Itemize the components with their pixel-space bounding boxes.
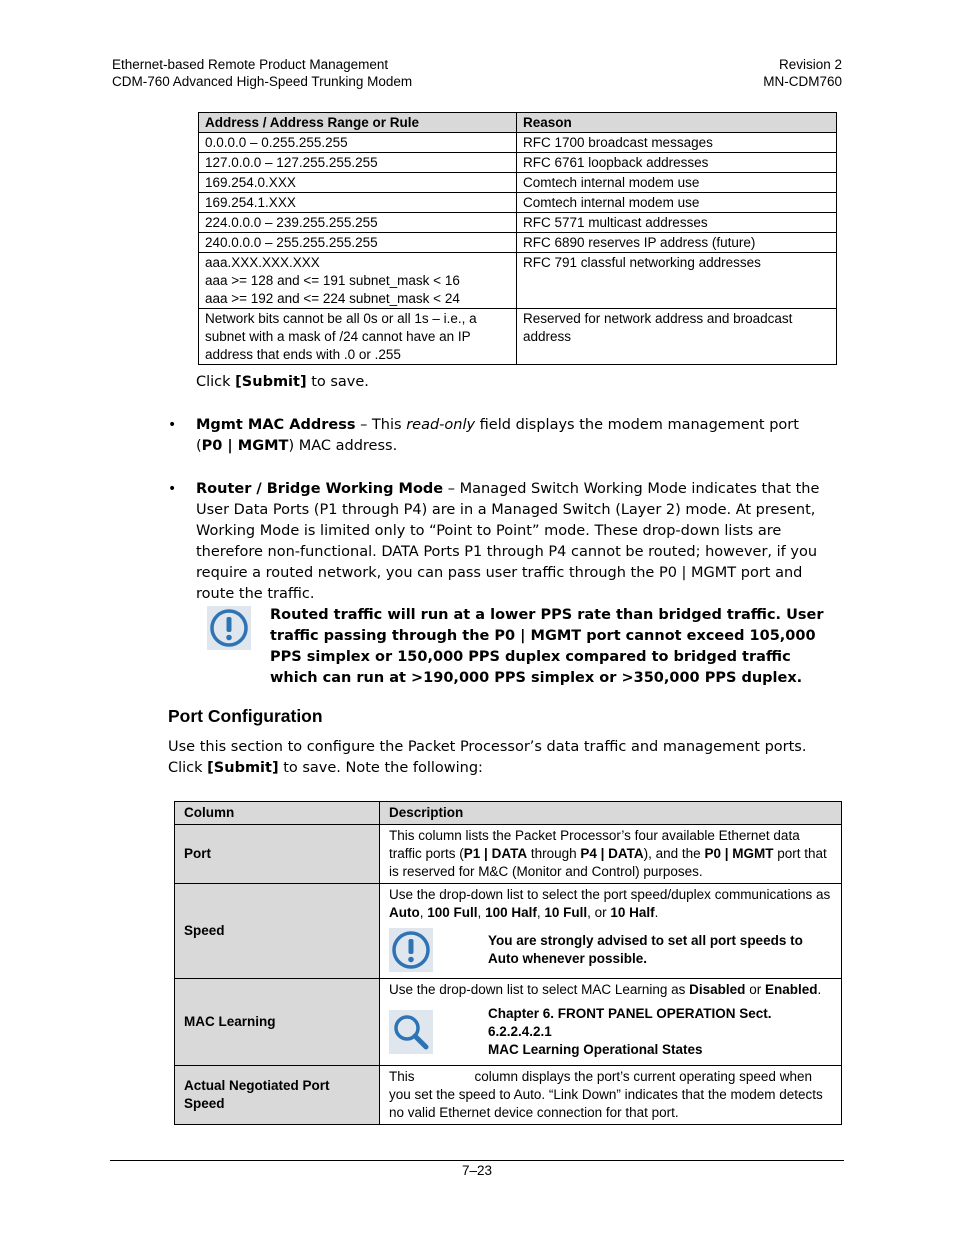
reason-cell: RFC 6761 loopback addresses [517, 153, 837, 173]
submit-ref: [Submit] [235, 374, 307, 390]
table-row [199, 153, 837, 173]
row-label-mac-learning: MAC Learning [175, 979, 380, 1066]
reserved-address-table [198, 112, 837, 365]
address-cell: 224.0.0.0 – 239.255.255.255 [199, 213, 517, 233]
table-row [199, 193, 837, 213]
term-mgmt-mac: Mgmt MAC Address [196, 417, 356, 433]
address-cell: 169.254.1.XXX [199, 193, 517, 213]
column-header-reason: Reason [517, 113, 837, 133]
table-row [199, 253, 837, 309]
table-row-actual-speed [175, 1066, 842, 1125]
address-cell: 169.254.0.XXX [199, 173, 517, 193]
term-working-mode: Router / Bridge Working Mode [196, 481, 444, 497]
row-label-port: Port [175, 825, 380, 884]
row-label-actual-speed: Actual Negotiated Port Speed [175, 1066, 380, 1125]
exclamation-circle-icon [207, 606, 251, 650]
address-cell: 240.0.0.0 – 255.255.255.255 [199, 233, 517, 253]
address-cell: Network bits cannot be all 0s or all 1s – i.e., a subnet with a mask of /24 cannot have an IP address that ends with .0 or .255 [199, 309, 517, 365]
column-header-column: Column [175, 802, 380, 825]
header-manual-number: MN-CDM760 [763, 74, 842, 89]
port-description: This column lists the Packet Processor’s four available Ethernet data traffic ports (P1 | DATA through P4 | DATA), and the P0 | MGMT port that is reserved for M&C (Monitor and Control) purposes. [380, 825, 842, 884]
mgmt-mac-paragraph: Mgmt MAC Address – This read-only field displays the modem management port (P0 | MGMT) MAC address. [196, 417, 799, 454]
address-line: aaa >= 192 and <= 224 subnet_mask < 24 [205, 291, 460, 306]
column-header-address: Address / Address Range or Rule [199, 113, 517, 133]
reason-cell: Reserved for network address and broadcast address [517, 309, 837, 365]
bullet-dot: • [168, 481, 177, 497]
table-header-row [175, 802, 842, 825]
header-revision: Revision 2 [778, 57, 842, 72]
reason-cell: RFC 791 classful networking addresses [517, 253, 837, 309]
header-doc-title: Ethernet-based Remote Product Management [112, 57, 389, 72]
table-row-speed [175, 884, 842, 979]
column-header-description: Description [380, 802, 842, 825]
table-row [199, 233, 837, 253]
section-intro: Use this section to configure the Packet Processor’s data traffic and management ports. Click [Submit] to save. Note the following: [168, 739, 807, 776]
table-row [199, 213, 837, 233]
header-product-name: CDM-760 Advanced High-Speed Trunking Modem [112, 74, 413, 89]
section-heading-port-configuration: Port Configuration [168, 706, 323, 726]
pps-note-text: Routed traffic will run at a lower PPS rate than bridged traffic. User traffic passing through the P0 | MGMT port cannot exceed 105,000 PPS simplex or 150,000 PPS duplex compared to bridged traffic which can run at >190,000 PPS simplex or >350,000 PPS duplex. [270, 607, 824, 686]
row-label-speed: Speed [175, 884, 380, 979]
table-row [199, 173, 837, 193]
mac-learning-reference [389, 1005, 832, 1059]
table-row-port [175, 825, 842, 884]
port-configuration-table [174, 801, 842, 1125]
mac-learning-reference-text: Chapter 6. FRONT PANEL OPERATION Sect. 6.2.2.4.2.1 MAC Learning Operational States [488, 1006, 772, 1057]
running-header-right [763, 56, 842, 90]
speed-description: Use the drop-down list to select the port speed/duplex communications as Auto, 100 Full, 100 Half, 10 Full, or 10 Half. You are strongly advised to set all port speeds to Auto whenever possible. [380, 884, 842, 979]
page-number: 7–23 [461, 1163, 493, 1178]
address-line: aaa >= 128 and <= 191 subnet_mask < 16 [205, 273, 460, 288]
mac-learning-description: Use the drop-down list to select MAC Learning as Disabled or Enabled. Chapter 6. FRONT PANEL OPERATION Sect. 6.2.2.4.2.1 MAC Learning Operational States [380, 979, 842, 1066]
actual-speed-description: This column displays the port’s current operating speed when you set the speed to Auto. “Link Down” indicates that the modem detects no valid Ethernet device connection for that port. [380, 1066, 842, 1125]
reason-cell: RFC 5771 multicast addresses [517, 213, 837, 233]
speed-note-text: You are strongly advised to set all port speeds to Auto whenever possible. [488, 933, 803, 966]
address-cell: 127.0.0.0 – 127.255.255.255 [199, 153, 517, 173]
address-line: aaa.XXX.XXX.XXX [205, 255, 320, 270]
table-row-mac-learning [175, 979, 842, 1066]
reason-cell: Comtech internal modem use [517, 193, 837, 213]
table-header-row [199, 113, 837, 133]
magnifier-icon [389, 1010, 433, 1054]
address-cell [199, 253, 517, 309]
reason-cell: Comtech internal modem use [517, 173, 837, 193]
table-row [199, 309, 837, 365]
reason-cell: RFC 1700 broadcast messages [517, 133, 837, 153]
working-mode-paragraph: Router / Bridge Working Mode – Managed Switch Working Mode indicates that the User Data Ports (P1 through P4) are in a Managed Switch (Layer 2) mode. At present, Working Mode is limited only to “Point to Point” mode. These drop-down lists are therefore non-functional. DATA Ports P1 through P4 cannot be routed; however, if you require a routed network, you can pass user traffic through the P0 | MGMT port and route the traffic. [196, 481, 820, 602]
footer-rule [110, 1160, 844, 1161]
exclamation-circle-icon [389, 928, 433, 972]
running-header-left [112, 56, 412, 90]
click-submit-text: Click [Submit] to save. [196, 374, 369, 390]
speed-note [389, 928, 832, 972]
bullet-dot: • [168, 417, 177, 433]
table-row [199, 133, 837, 153]
address-cell: 0.0.0.0 – 0.255.255.255 [199, 133, 517, 153]
reason-cell: RFC 6890 reserves IP address (future) [517, 233, 837, 253]
